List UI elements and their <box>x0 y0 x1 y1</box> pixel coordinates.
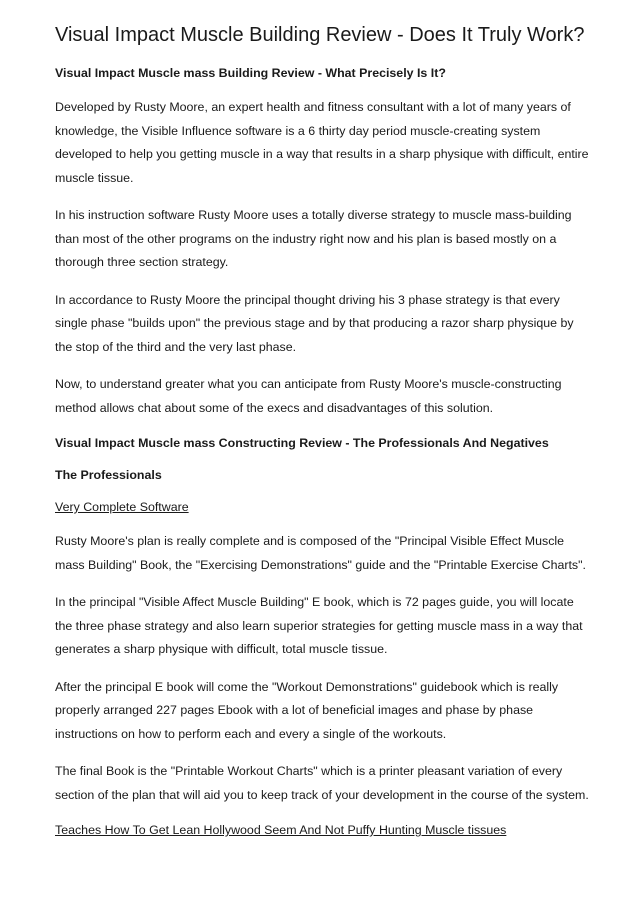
document-page <box>55 22 590 853</box>
section-heading-professionals: The Professionals <box>55 468 162 482</box>
paragraph-workout-demonstrations: After the principal E book will come the "Workout Demonstrations" guidebook which is really properly arranged 227 pages Ebook with a lot of beneficial images and phase by phase instructions on how to perform each and every a single of the workouts. <box>55 679 559 741</box>
paragraph-developed-by: Developed by Rusty Moore, an expert health and fitness consultant with a lot of many years of knowledge, the Visible Influence software is a 6 thirty day period muscle-creating system developed to help you getting muscle in a way that results in a sharp physique with difficult, entire muscle tissue. <box>55 100 589 185</box>
section-heading-what-is-it: Visual Impact Muscle mass Building Review - What Precisely Is It? <box>55 66 446 80</box>
page-title: Visual Impact Muscle Building Review - Does It Truly Work? <box>55 24 585 46</box>
subheading-hollywood-look: Teaches How To Get Lean Hollywood Seem And Not Puffy Hunting Muscle tissues <box>55 823 507 837</box>
subheading-complete-software: Very Complete Software <box>55 500 189 514</box>
paragraph-instruction-software: In his instruction software Rusty Moore uses a totally diverse strategy to muscle mass-building than most of the other programs on the industry right now and his plan is based mostly on a thorough three section strategy. <box>55 208 572 269</box>
paragraph-printable-charts: The final Book is the "Printable Workout Charts" which is a printer pleasant variation of every section of the plan that will aid you to keep track of your development in the course of the system. <box>55 764 589 802</box>
paragraph-plan-complete: Rusty Moore's plan is really complete and is composed of the "Principal Visible Effect Muscle mass Building" Book, the "Exercising Demonstrations" guide and the "Printable Exercise Charts". <box>55 534 586 572</box>
paragraph-three-phase: In accordance to Rusty Moore the principal thought driving his 3 phase strategy is that every single phase "builds upon" the previous stage and by that producing a razor sharp physique by the stop of the third and the very last phase. <box>55 292 574 354</box>
paragraph-principal-ebook: In the principal "Visible Affect Muscle Building" E book, which is 72 pages guide, you will locate the three phase strategy and also learn superior strategies for getting muscle mass in a way that generates a sharp physique with difficult, total muscle tissue. <box>55 595 583 656</box>
section-heading-pros-negatives: Visual Impact Muscle mass Constructing Review - The Professionals And Negatives <box>55 436 549 450</box>
paragraph-pros-cons-intro: Now, to understand greater what you can anticipate from Rusty Moore's muscle-constructing method allows chat about some of the execs and disadvantages of this solution. <box>55 377 562 415</box>
